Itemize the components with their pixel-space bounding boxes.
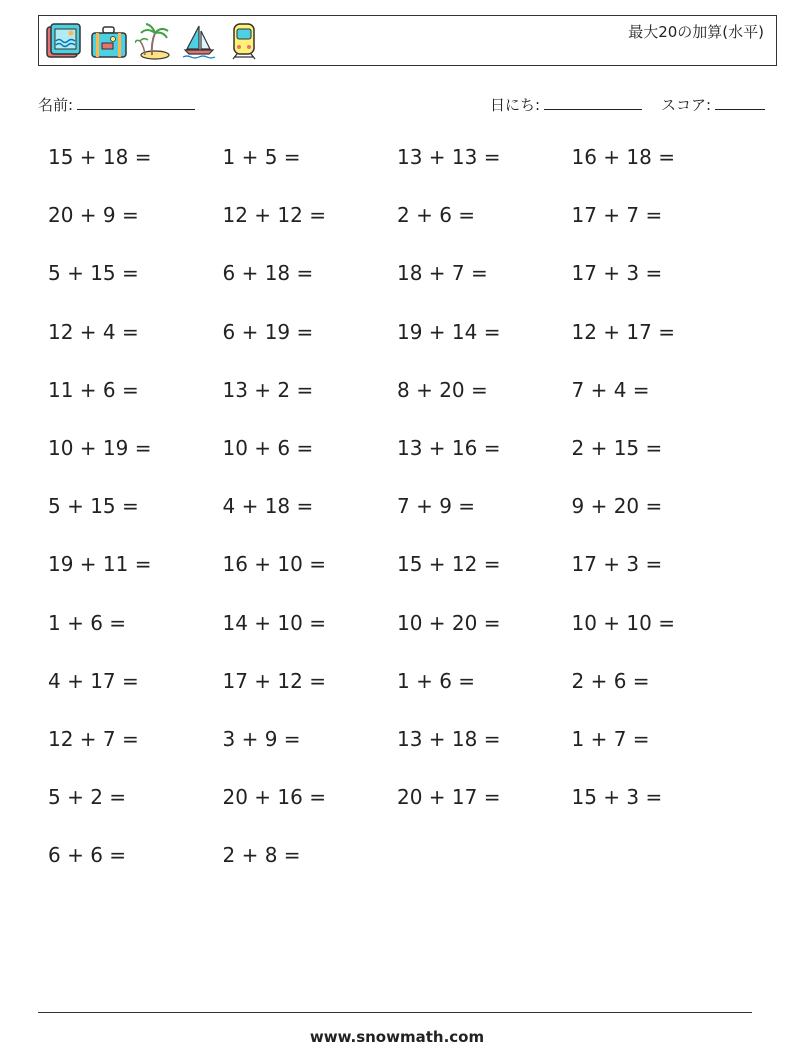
problem-row [48,611,748,669]
problem-item: 1 + 7 = [571,726,650,751]
problem-item: 12 + 17 = [571,319,675,344]
problem-row [48,261,748,319]
problem-row [48,785,748,843]
problem-row [48,436,748,494]
problem-item: 5 + 2 = [48,785,127,810]
problem-item: 19 + 14 = [397,319,501,344]
problem-item: 13 + 16 = [397,435,501,460]
problem-item: 10 + 10 = [571,610,675,635]
problem-item: 7 + 9 = [397,494,476,519]
problem-item: 10 + 20 = [397,610,501,635]
problem-item: 10 + 6 = [222,435,314,460]
name-blank [77,95,195,110]
problem-item: 11 + 6 = [48,377,139,402]
problem-item: 6 + 6 = [48,843,127,868]
problem-item: 13 + 18 = [397,726,501,751]
problem-row [48,145,748,203]
problem-item: 12 + 12 = [222,203,326,228]
problem-item: 15 + 18 = [48,145,152,169]
problem-item: 12 + 4 = [48,319,139,344]
palm-island-icon [135,21,172,61]
problem-item: 1 + 6 = [48,610,127,635]
date-field [490,94,642,115]
date-blank [544,95,642,110]
problem-row [48,552,748,610]
worksheet-header [38,15,777,66]
problem-row [48,320,748,378]
problem-item: 4 + 17 = [48,668,139,693]
problem-row [48,727,748,785]
name-field [38,94,195,115]
problem-item: 4 + 18 = [222,494,314,519]
sailboat-icon [180,21,217,61]
problem-item: 16 + 18 = [571,145,675,169]
problem-item: 17 + 12 = [222,668,326,693]
date-label: 日にち: [490,96,541,114]
problem-row [48,494,748,552]
problem-item: 20 + 17 = [397,785,501,810]
problem-item: 20 + 9 = [48,203,139,228]
problem-item: 2 + 15 = [571,435,663,460]
problem-item: 3 + 9 = [222,726,301,751]
page-title: 最大20の加算(水平) [628,23,764,41]
footer-divider [38,1012,752,1013]
problem-item: 15 + 3 = [571,785,663,810]
problem-item: 12 + 7 = [48,726,139,751]
problem-item: 17 + 7 = [571,203,663,228]
problem-item: 7 + 4 = [571,377,650,402]
problem-row [48,843,748,901]
problem-item: 1 + 6 = [397,668,476,693]
problem-item: 2 + 8 = [222,843,301,868]
footer-url: www.snowmath.com [309,1028,485,1046]
score-blank [715,95,765,110]
train-icon [225,21,262,61]
problem-item: 6 + 19 = [222,319,314,344]
problem-item: 13 + 2 = [222,377,314,402]
score-field [661,94,765,115]
suitcase-icon [90,21,127,61]
header-icons [45,21,262,61]
problem-row [48,203,748,261]
problem-grid [48,145,748,901]
picture-frame-icon [45,21,82,61]
problem-item: 8 + 20 = [397,377,488,402]
problem-item: 1 + 5 = [222,145,301,169]
problem-row [48,378,748,436]
problem-item: 14 + 10 = [222,610,326,635]
problem-item: 17 + 3 = [571,261,663,286]
problem-item: 5 + 15 = [48,494,139,519]
problem-item: 18 + 7 = [397,261,488,286]
problem-item: 2 + 6 = [571,668,650,693]
problem-item: 16 + 10 = [222,552,326,577]
problem-item: 20 + 16 = [222,785,326,810]
problem-item: 5 + 15 = [48,261,139,286]
problem-item: 13 + 13 = [397,145,501,169]
problem-item: 15 + 12 = [397,552,501,577]
problem-item: 9 + 20 = [571,494,663,519]
problem-row [48,669,748,727]
score-label: スコア: [661,96,712,114]
problem-item: 17 + 3 = [571,552,663,577]
problem-item: 6 + 18 = [222,261,314,286]
problem-item: 2 + 6 = [397,203,476,228]
problem-item: 10 + 19 = [48,435,152,460]
name-label: 名前: [38,96,74,114]
problem-item: 19 + 11 = [48,552,152,577]
